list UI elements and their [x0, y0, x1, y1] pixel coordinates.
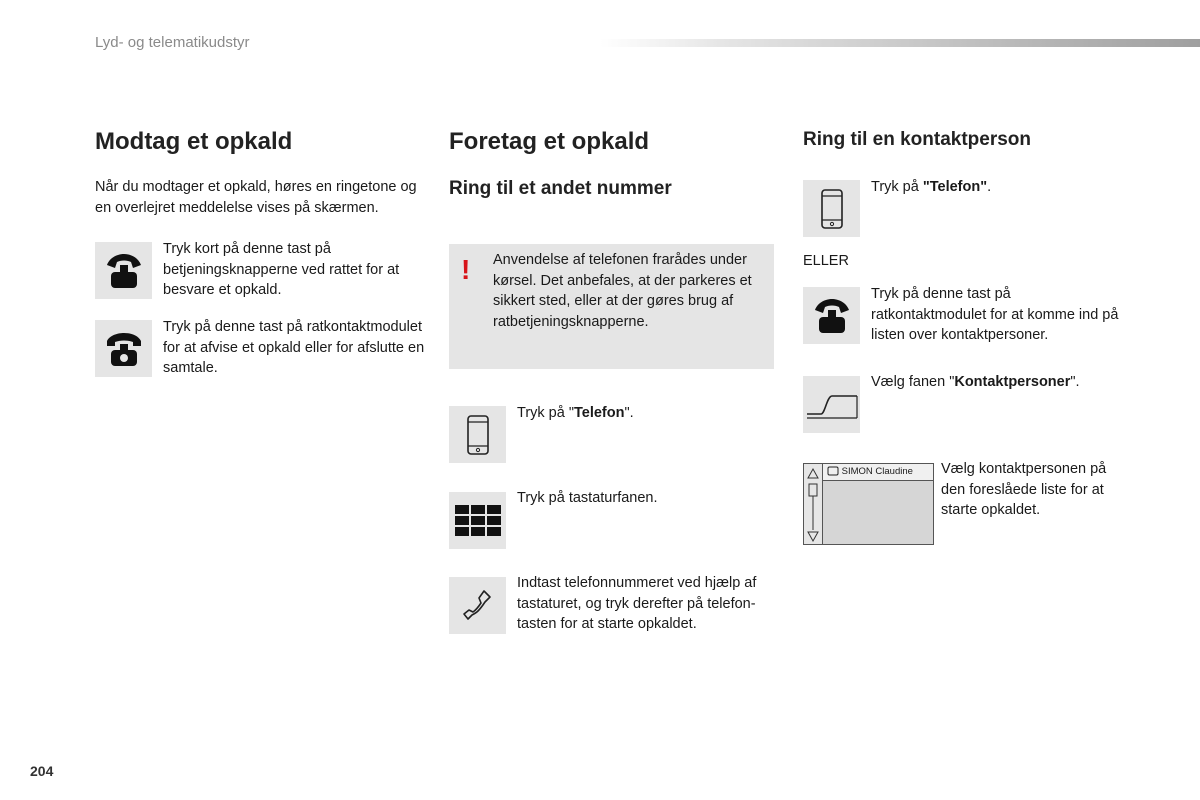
tap-telephone-contact-text: Tryk på "Telefon".	[871, 179, 992, 195]
handset-outline-icon	[449, 577, 506, 634]
reject-call-text: Tryk på denne tast på ratkontaktmodulet for at afvise et opkald eller for afslutte en samtale.	[163, 319, 425, 376]
subheading-other-number: Ring til et andet nummer	[449, 178, 672, 199]
warning-text: Anvendelse af telefonen frarådes under kørsel. Det anbefales, at der parkeres et sikkert sted, eller at der gøres brug af ratbetjeningsknapperne.	[493, 252, 752, 330]
tap-telephone-text: Tryk på "Telefon".	[517, 405, 634, 421]
contact-name: SIMON Claudine	[841, 466, 913, 477]
section-heading-call-contact: Ring til en kontaktperson	[803, 129, 1032, 150]
page-number: 204	[30, 763, 54, 779]
keypad-icon	[449, 492, 506, 549]
select-contacts-tab-text: Vælg fanen "Kontaktpersoner".	[871, 374, 1080, 390]
contact-list-scrollbar[interactable]	[804, 464, 823, 544]
receive-call-intro: Når du modtager et opkald, høres en ringetone og en overlejret meddelelse vises på skærmen.	[95, 179, 417, 216]
select-contact-text: Vælg kontaktpersonen på den foreslåede liste for at starte opkaldet.	[941, 461, 1107, 518]
contact-list-screen	[803, 463, 934, 545]
section-heading-receive-call: Modtag et opkald	[95, 128, 293, 155]
phone-hangup-icon	[95, 320, 152, 377]
contacts-tab-icon	[803, 376, 860, 433]
contact-list-row[interactable]	[823, 464, 933, 481]
warning-exclamation-icon: !	[461, 254, 471, 285]
section-heading-make-call: Foretag et opkald	[449, 128, 650, 155]
answer-call-text: Tryk kort på denne tast på betjeningsknapperne ved rattet for at besvare et opkald.	[163, 241, 400, 298]
smartphone-icon	[803, 180, 860, 237]
header-title: Lyd- og telematikudstyr	[95, 34, 250, 51]
enter-number-text: Indtast telefonnummeret ved hjælp af tastaturet, og tryk derefter på telefon-tasten for at starte opkaldet.	[517, 575, 757, 632]
tap-keypad-text: Tryk på tastaturfanen.	[517, 490, 658, 506]
phone-handset-icon	[803, 287, 860, 344]
contact-list-key-text: Tryk på denne tast på ratkontaktmodulet for at komme ind på listen over kontaktpersoner.	[871, 286, 1119, 343]
warning-box	[449, 244, 774, 369]
phone-handset-icon	[95, 242, 152, 299]
header-bar	[600, 39, 1200, 47]
smartphone-icon	[449, 406, 506, 463]
or-label: ELLER	[803, 253, 849, 269]
contact-card-icon	[827, 466, 839, 476]
